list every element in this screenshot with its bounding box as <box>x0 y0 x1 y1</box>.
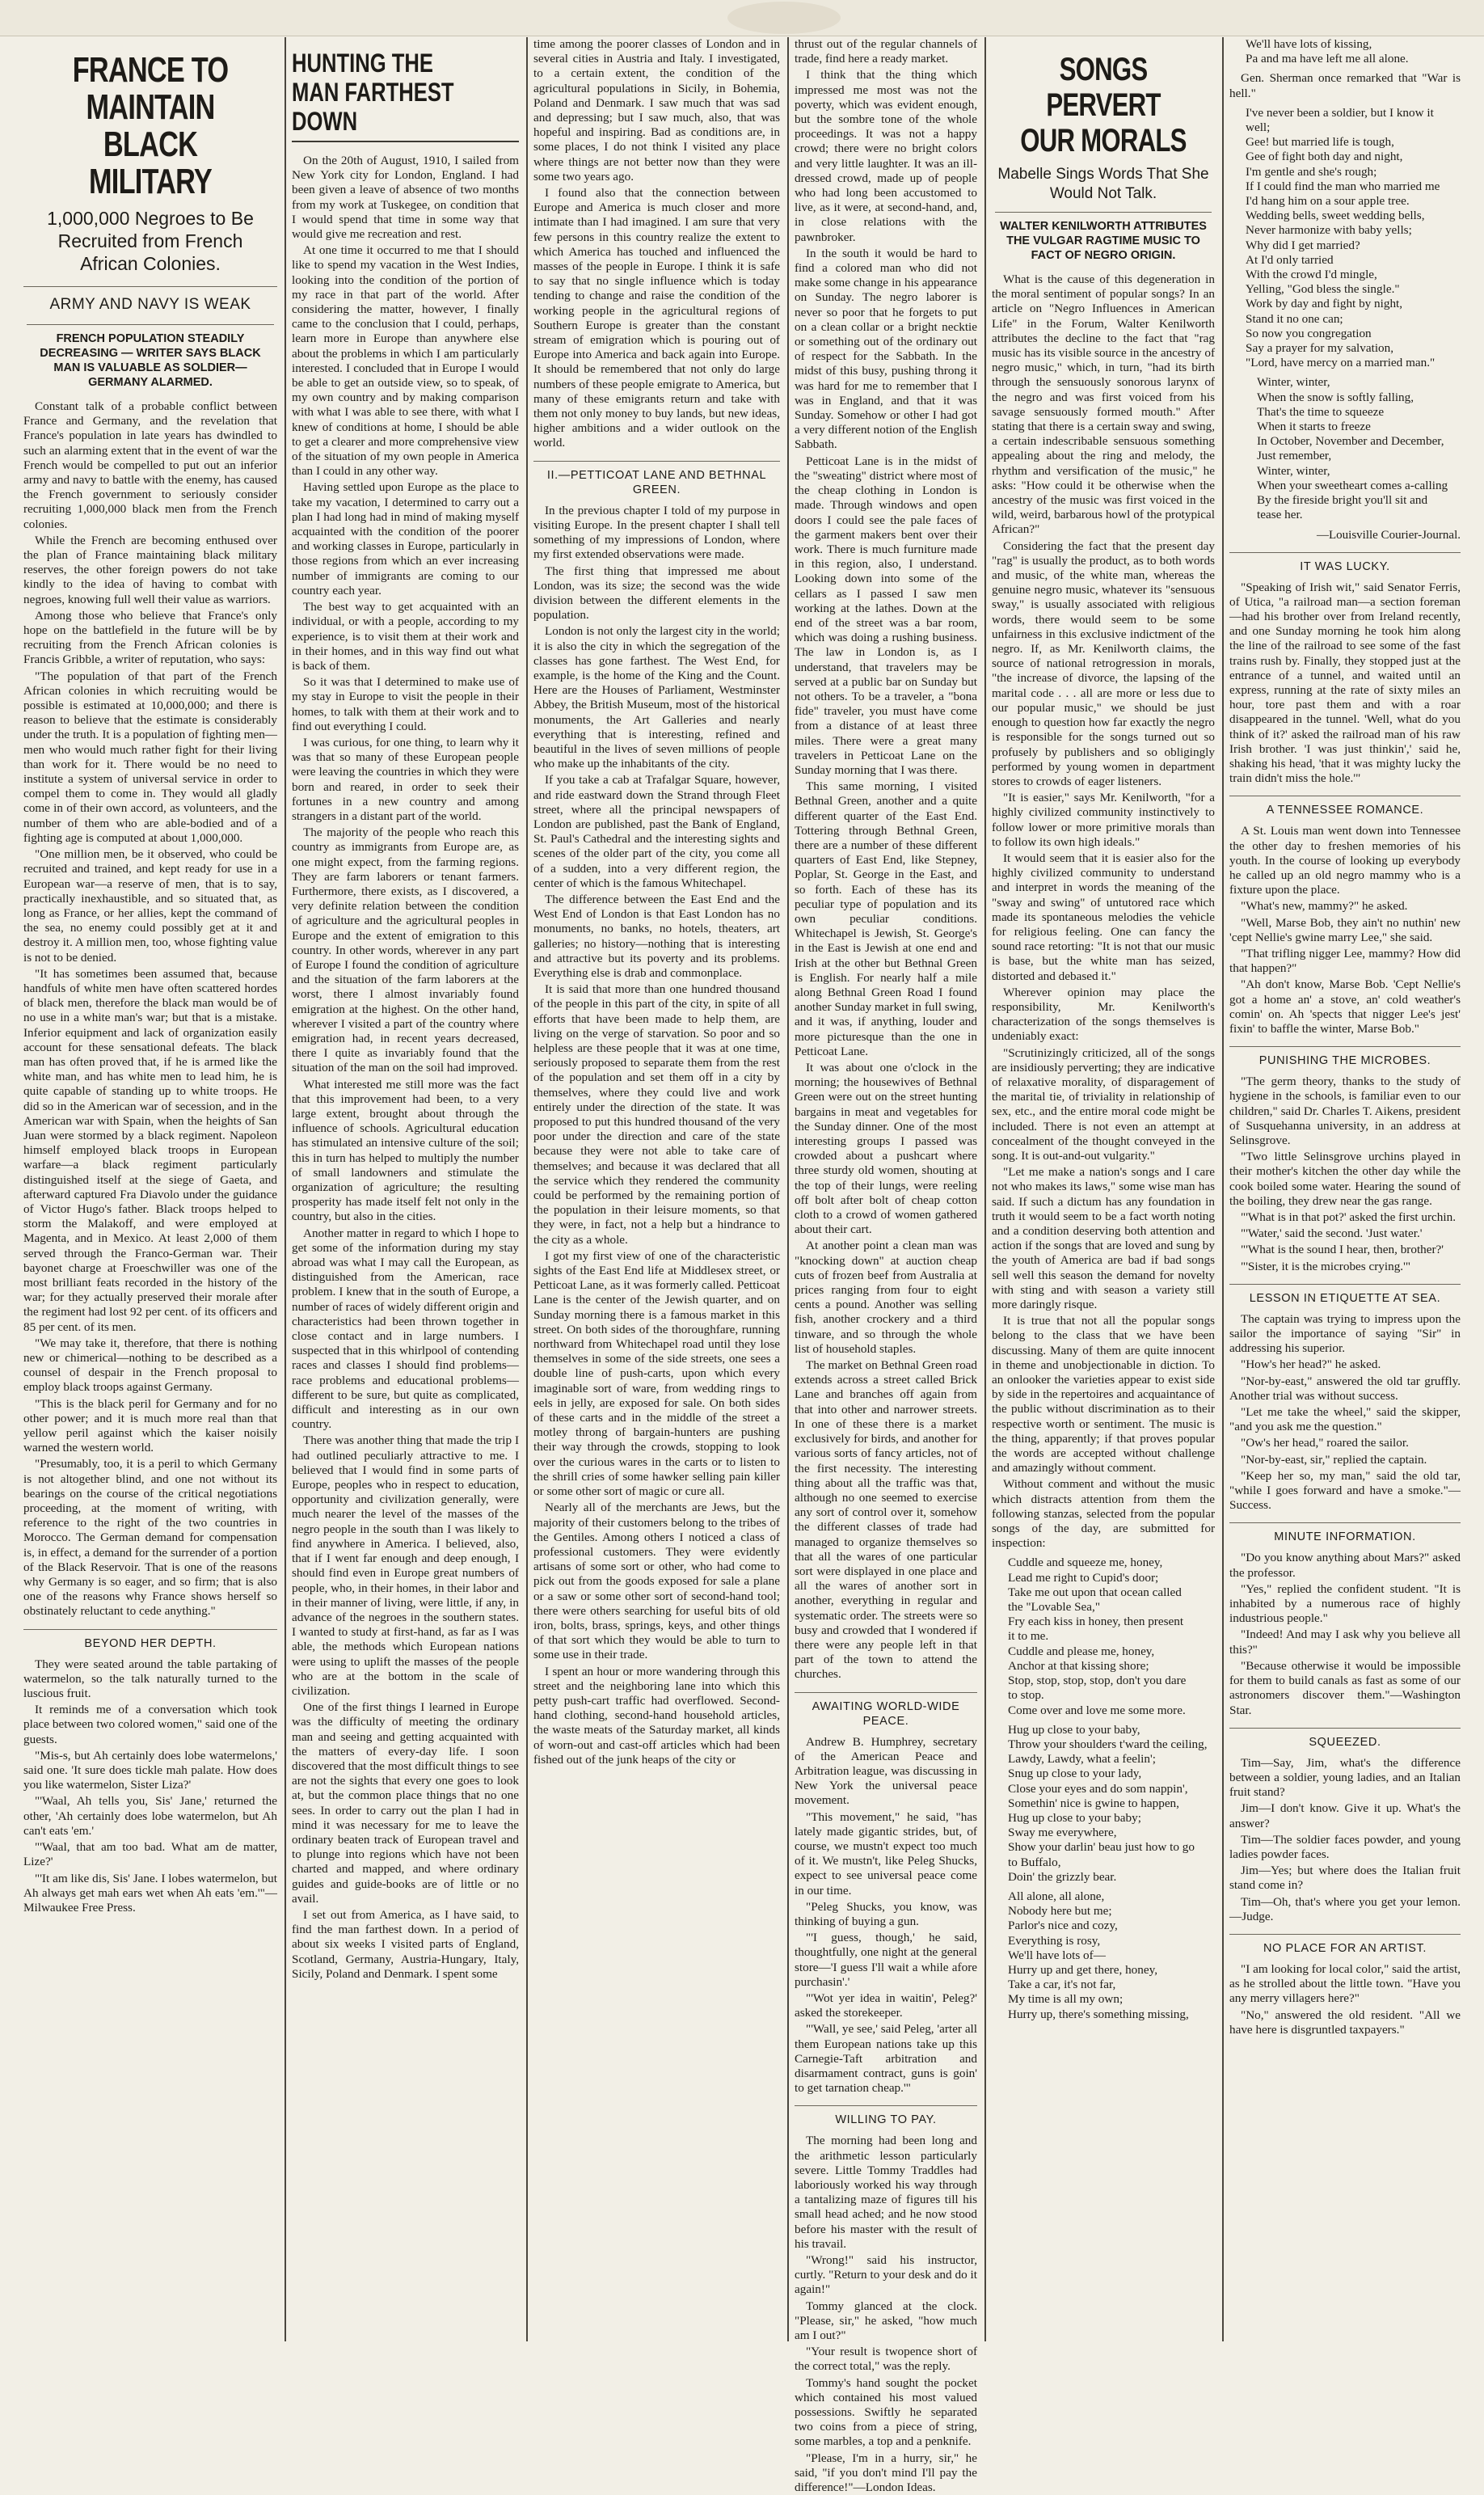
paragraph: "Speaking of Irish wit," said Senator Ferris, of Utica, "a railroad man—a section foreman—had his brother over from Ireland recently, and one Sunday morning he took him along the line of the railroad to see some of the fast trains rush by. Finally, they stopped just at the entrance of a tunnel, and waited until an express, running at the rate of sixty miles an hour, tore past them and with a roar disappeared in the tunnel. 'Well, what do you think of it?' asked the railroad man of his raw Irish brother. 'I was just thinkin',' said he, shaking his head, 'that it was mighty lucky the train didn't miss the hole.'" <box>1229 580 1461 786</box>
paragraph: Gen. Sherman once remarked that "War is hell." <box>1229 71 1461 100</box>
headline-songs: SONGS PERVERT OUR MORALS <box>1020 52 1187 158</box>
paragraph: London is not only the largest city in the world; it is also the city in which the segregation of the classes has gone farthest. The West End, for example, is the home of the King and the Count. Here are the Houses of Parliament, Westminster Abbey, the British Museum, most of the historical monuments, the Art Galleries and nearly everything that is interesting, refined and beautiful in the lives of seven millions of people who make up the inhabitants of the city. <box>533 624 780 771</box>
paragraph: "This movement," he said, "has lately made gigantic strides, but, of course, we mustn't expect too much of it. We mustn't, like Peleg Shucks, expect to see universal peace come in our time. <box>795 1809 977 1898</box>
paragraph: "Well, Marse Bob, they ain't no nuthin' new 'cept Nellie's gwine marry Lee," she said. <box>1229 915 1461 944</box>
paragraph: "One million men, be it observed, who could be recruited and trained, and kept ready for use in a European war—a reserve of men, that is to say, practically inexhaustible, and so situated that, as long as France, or her allies, kept the command of the sea, no enemy could possibly get at it and destroy it. A million men, too, whose fighting value is not to be denied. <box>23 847 277 965</box>
paragraph: "Yes," replied the confident student. "It is inhabited by a numerous race of highly industrious people." <box>1229 1581 1461 1626</box>
paragraph: "Scrutinizingly criticized, all of the songs are insidiously perverting; they are indicative of relaxative morality, of disparagement of the marital tie, of triviality in relationship of sex, etc., and the entire moral code might be included. There is not even an attempt at concealment of the thought conveyed in the song. It is out-and-out vulgarity." <box>992 1045 1215 1163</box>
paragraph: Among those who believe that France's only hope on the battlefield in the future will be by recruiting from the French African colonies is Francis Gribble, a writer of reputation, who says: <box>23 608 277 667</box>
paragraph: On the 20th of August, 1910, I sailed from New York city for London, England. I had been given a leave of absence of two months from my work at Tuskegee, on condition that I would spend that time in some way that would give me recreation and rest. <box>292 154 519 242</box>
column-songs-morals <box>984 37 1221 2341</box>
section-head-it-was-lucky: IT WAS LUCKY. <box>1229 552 1461 574</box>
paragraph: Tommy's hand sought the pocket which contained his most valued possessions. Swiftly he separated two coins from a piece of string, some marbles, a top and a penknife. <box>795 2375 977 2449</box>
paragraph: "Do you know anything about Mars?" asked the professor. <box>1229 1551 1461 1580</box>
article-body-east-end <box>795 37 977 1682</box>
paragraph: I set out from America, as I have said, to find the man farthest down. In a period of about six weeks I visited parts of England, Scotland, Germany, Austria-Hungary, Italy, Sicily, Poland and Denmark. I spent some <box>292 1907 519 1981</box>
paragraph: The majority of the people who reach this country as immigrants from Europe are, as one might expect, from the farming regions. They are farm laborers or tenant farmers. Furthermore, there exists, as I discovered, a very definite relation between the condition of agriculture and the agricultural peoples in Europe and the extent of emigration to this country. In other words, wherever in any part of Europe I found the condition of agriculture and the situation of the farm laborers at the worst, there I almost invariably found emigration at the highest. On the other hand, wherever I visited a part of the country where emigration had, in recent years decreased, there I quite as invariably found that the situation of the man on the soil had improved. <box>292 825 519 1075</box>
paragraph: "It is easier," says Mr. Kenilworth, "for a highly civilized community instinctively to follow lower or more primitive morals than to follow its own high ideals." <box>992 791 1215 849</box>
paragraph: "This is the black peril for Germany and for no other power; and it is much more real than that yellow peril against which the kaiser noisily warned the western world. <box>23 1396 277 1455</box>
paragraph: "What's new, mammy?" he asked. <box>1241 899 1408 914</box>
song-stanza: Cuddle and squeeze me, honey, Lead me right to Cupid's door; Take me out upon that ocean called the "Lovable Sea," Fry each kiss in honey, then present it to me. Cuddle and please me, honey, Anchor at that kissing shore; Stop, stop, stop, stop, don't you dare to stop. Come over and love me some more. <box>1008 1556 1187 1717</box>
paragraph: I was curious, for one thing, to learn why it was that so many of these European people were leaving the countries in which they were born and reared, in order to seek their fortunes in a new country and among strangers in a distant part of the world. <box>292 735 519 823</box>
paragraph: "Peleg Shucks, you know, was thinking of buying a gun. <box>795 1899 977 1928</box>
paragraph: "'Wall, ye see,' said Peleg, 'arter all them European nations take up this Carnegie-Taft arbitration and disarmament contract, guns is goin' to get tarnation cheap.'" <box>795 2022 977 2096</box>
paragraph: Wherever opinion may place the responsibility, Mr. Kenilworth's characterization of the songs themselves is undeniably exact: <box>992 985 1215 1044</box>
paragraph: I spent an hour or more wandering through this street and the neighboring lane into which this petty push-cart traffic had overflowed. Second-hand clothing, second-hand household articles, the waste meats of the Saturday market, all kinds of worn-out and cast-off articles which had been fished out of the junk heaps of the city or <box>533 1664 780 1767</box>
paragraph: "No," answered the old resident. "All we have here is disgruntled taxpayers." <box>1229 2007 1461 2037</box>
paragraph: "Your result is twopence short of the correct total," was the reply. <box>795 2345 977 2374</box>
song-stanza: We'll have lots of kissing, Pa and ma have left me all alone. <box>1246 37 1409 66</box>
paragraph: "Nor-by-east, sir," replied the captain. <box>1241 1452 1427 1467</box>
paragraph: It would seem that it is easier also for the highly civilized community to understand and interpret in words the meaning of the "sway and swing" of untutored race which made its spontaneous melodies the vehicle for religious feeling. One can fancy the sound race retorting: "It is not that our music is base, but the white man has seized, distorted and debased it." <box>992 851 1215 983</box>
paragraph: "'Water,' said the second. 'Just water.' <box>1241 1226 1423 1241</box>
article-body-songs <box>992 272 1215 2022</box>
paragraph: The morning had been long and the arithmetic lesson particularly severe. Little Tommy Traddles had laboriously worked his way through a tantalizing maze of figures till his small head ached; and he now stood before his master with the result of his travail. <box>795 2134 977 2251</box>
paragraph: Tim—The soldier faces powder, and young ladies powder faces. <box>1229 1832 1461 1861</box>
newspaper-page <box>18 37 1466 2495</box>
source-credit: —Louisville Courier-Journal. <box>1316 528 1461 542</box>
section-head-willing-to-pay: WILLING TO PAY. <box>795 2105 977 2127</box>
paragraph: So it was that I determined to make use of my stay in Europe to visit the people in their homes, to talk with them at their work and to find out everything I could. <box>292 675 519 733</box>
paragraph: The first thing that impressed me about London, was its size; the second was the wide division between the different elements in the population. <box>533 564 780 623</box>
article-body-world-peace <box>795 1735 977 2096</box>
headline-france: FRANCE TO MAINTAIN BLACK MILITARY <box>72 50 229 201</box>
paragraph: "'Wot yer idea in waitin', Peleg?' asked the storekeeper. <box>795 1991 977 2020</box>
paragraph: "Keep her so, my man," said the old tar, "while I goes forward and have a smoke."—Success. <box>1229 1468 1461 1513</box>
paragraph: "Because otherwise it would be impossible for them to build canals as fast as some of our astronomers discover them."—Washington Star. <box>1229 1658 1461 1717</box>
song-stanza: All alone, all alone, Nobody here but me; Parlor's nice and cozy, Everything is rosy, We'll have lots of— Hurry up and get there, honey, Take a car, it's not far, My time is all my own; Hurry up, there's something missing, <box>1008 1889 1189 2021</box>
column-hunting-man <box>285 37 525 2341</box>
paragraph: This same morning, I visited Bethnal Green, another and a quite different quarter of the East End. Tottering through Bethnal Green, there are a number of these different quarters of East End, like Stepney, Poplar, St. George in the East, and so forth. Each of these has its peculiar type of population and its own peculiar conditions. Whitechapel is Jewish, St. George's in the East is Jewish at one end and Irish at the other but Bethnal Green is English. For nearly half a mile along Bethnal Green Road I found another Sunday market in full swing, and it was, if anything, louder and more picturesque than the one in Petticoat Lane. <box>795 779 977 1058</box>
section-head-etiquette-at-sea: LESSON IN ETIQUETTE AT SEA. <box>1229 1284 1461 1306</box>
paragraph: thrust out of the regular channels of trade, find here a ready market. <box>795 37 977 66</box>
paragraph: It reminds me of a conversation which took place between two colored women," said one of the guests. <box>23 1703 277 1746</box>
column-miscellany <box>1222 37 1466 2341</box>
section-head-minute-information: MINUTE INFORMATION. <box>1229 1522 1461 1544</box>
paragraph: "How's her head?" he asked. <box>1241 1357 1381 1372</box>
paragraph: "'Waal, that am too bad. What am de matter, Lize?' <box>23 1840 277 1869</box>
paragraph: "'I guess, though,' he said, thoughtfully, one night at the general store—'I guess I'll wait a while afore purchasin'.' <box>795 1931 977 1989</box>
capsdeck-france: FRENCH POPULATION STEADILY DECREASING — WRITER SAYS BLACK MAN IS VALUABLE AS SOLDIER—GERMANY ALARMED. <box>27 324 274 390</box>
section-head-no-place-artist: NO PLACE FOR AN ARTIST. <box>1229 1934 1461 1956</box>
paragraph: Tim—Oh, that's where you get your lemon.—Judge. <box>1229 1894 1461 1923</box>
paragraph: It was about one o'clock in the morning; the housewives of Bethnal Green were out on the street hunting bargains in meat and vegetables for the Sunday dinner. One of the most interesting groups I passed was crowded about a pushcart where three sturdy old women, shouting at the top of their lungs, were reeling off bolt after bolt of cheap cotton cloth to a crowd of women gathered about their cart. <box>795 1061 977 1237</box>
paragraph: The market on Bethnal Green road extends across a street called Brick Lane and branches off again from that into other and narrower streets. In one of these there is a market exclusively for birds, and another for various sorts of fancy articles, not of the first necessity. The interesting thing about all the traffic was that, although no one seemed to exercise any sort of control over it, somehow the different classes of trade had managed to organize themselves so that all the wares of one particular sort were displayed in one place and all the wares of another sort in another, everything in regular and systematic order. The streets were so busy and crowded that I wondered if there were any people left in that part of the town to attend the churches. <box>795 1358 977 1682</box>
deck-france: 1,000,000 Negroes to Be Recruited from French African Colonies. <box>47 208 254 274</box>
paragraph: One of the first things I learned in Europe was the difficulty of meeting the ordinary man and seeing and getting acquainted with the matters of every-day life. I soon discovered that the most difficult things to see are not the sights that every one goes to look at, but the common place things that no one sees. In order to carry out the plan I had in mind it was necessary for me to leave the ordinary beaten track of European travel and to plunge into regions which have not been charted and mapped, and where ordinary guides and guide-books are of little or no avail. <box>292 1700 519 1906</box>
paragraph: I found also that the connection between Europe and America is much closer and more intimate than I had imagined. I am sure that very few persons in this country realize the extent to which America has touched and influenced the masses of the people in Europe. I think it is safe to say that no single influence which is today tending to change and raise the condition of the working people in the agricultural regions of Southern Europe is greater than the constant stream of emigration which is pouring out of Europe into America and back again into Europe. It should be remembered that not only do large numbers of these people emigrate to America, but many of these emigrants return and take with them not only money to buy lands, but new ideas, higher ambitions and a wider outlook on the world. <box>533 186 780 450</box>
section-head-tennessee-romance: A TENNESSEE ROMANCE. <box>1229 796 1461 817</box>
paragraph: Nearly all of the merchants are Jews, but the majority of their customers belong to the tribes of the Gentiles. Among others I noticed a class of professional customers. They were evidently artisans of some sort or other, who had come to pick out from the goods exposed for sale a plane or a saw or some other sort of second-hand tool; there were others searching for useful bits of old iron, bolts, brass, springs, keys, and other things of that sort which they would be able to turn to some use in their trade. <box>533 1501 780 1662</box>
deck-songs: Mabelle Sings Words That She Would Not Talk. <box>997 166 1209 202</box>
paragraph: "'Sister, it is the microbes crying.'" <box>1241 1259 1411 1273</box>
paragraph: Having settled upon Europe as the place to take my vacation, I determined to carry out a plan I had long had in mind of making myself acquainted with the condition of the poorer and working classes in Europe, particularly in those regions from which an ever increasing number of immigrants are coming to our country each year. <box>292 480 519 597</box>
paragraph: "Let me take the wheel," said the skipper, "and you ask me the question." <box>1229 1405 1461 1434</box>
paragraph: In the south it would be hard to find a colored man who did not make some change in his appearance on Sunday. The negro laborer is never so poor that he forgets to put on a clean collar or a bright necktie or something out of the ordinary out of respect for the Sabbath. In the midst of this busy, pushing throng it was hard for me to remember that I was in England, and that it was Sunday. Somehow or other I had got a very different notion of the English Sabbath. <box>795 246 977 452</box>
paragraph: Another matter in regard to which I hope to get some of the information during my stay abroad was what I may call the European, as distinguished from the American, race problem. I knew that in the south of Europe, a number of races of widely different origin and characteristics had been thrown together in close contact and in large numbers. I suspected that in this whirlpool of contending races and classes I should find problems—race problems and educational problems—different to be sure, but quite as complicated, difficult and interesting as in our own country. <box>292 1226 520 1432</box>
paragraph: It is true that not all the popular songs belong to the class that we have been discussing. Many of them are quite innocent in theme and unobjectionable in diction. To an onlooker the varieties appear to exist side by side in the repertoires and acquaintance of the public without discrimination as to their respective worth or sentiment. The music is the thing, apparently; if that proves popular the words are accepted without challenge and amazingly without comment. <box>992 1314 1215 1475</box>
paragraph: The captain was trying to impress upon the sailor the importance of saying "Sir" in addressing his superior. <box>1229 1311 1461 1356</box>
paper-stain <box>727 2 841 34</box>
paragraph: Petticoat Lane is in the midst of the "sweating" district where most of the cheap clothing in London is made. Through windows and open doors I could see the pale faces of the garment makers bent over their work. There is much furniture made in this region, also, I understand. Looking down into some of the cellars as I passed I saw men working at the lathes. Down at the end of the street was a bar room, which was doing a rushing business. The law in London is, as I understand, that travelers may be served at a public bar on Sunday but not others. To be a traveler, a "bona fide" traveler, you must have come from a distance of at least three miles. There were a great many travelers in Petticoat Lane on the Sunday morning that I was there. <box>795 454 977 777</box>
paragraph: What interested me still more was the fact that this improvement had been, to a very large extent, brought about through the influence of schools. Agricultural education has stimulated an intensive culture of the soil; this in turn has helped to multiply the number of small landowners and stimulate the organization of agriculture; the resulting prosperity has made itself felt not only in the country, but also in the cities. <box>292 1077 519 1224</box>
paragraph: "It has sometimes been assumed that, because handfuls of white men have often scattered hordes of black men, therefore the black man would be of no use in a white man's war; but that is a mistake. Inferior equipment and lack of organization easily account for these sensational defeats. The black man has often proved that, if he is armed like the white man, and has white men to lead him, he is quite capable of standing up to white troops. He did so in the American war of secession, and in the American war with Spain, when the heights of San Juan were stormed by a black regiment. Napoleon himself employed black troops in European warfare—a black regiment particularly distinguished itself at the siege of Gaeta, and afterward captured Fra Diavolo under the guidance of Victor Hugo's father. Black troops helped to storm the Malakoff, and were employed at Magenta, and in Mexico. At least 2,000 of them served through the Franco-German war. Their bayonet charge at Froeschwiller was one of the most brilliant feats recorded in the history of the war; for they actually preserved their morale after the regiment had lost 92 per cent. of its officers and 85 per cent. of its men. <box>23 966 277 1334</box>
paragraph: "That trifling nigger Lee, mammy? How did that happen?" <box>1229 946 1461 976</box>
paragraph: "'Waal, Ah tells you, Sis' Jane,' returned the other, 'Ah certainly does lobe watermelon, but Ah can't eats 'em.' <box>23 1794 277 1838</box>
paragraph: "'What is the sound I hear, then, brother?' <box>1241 1243 1444 1257</box>
paragraph: "Mis-s, but Ah certainly does lobe watermelons,' said one. 'It sure does tickle mah palate. How does you like watermelon, Sister Liza?' <box>23 1748 277 1792</box>
paragraph: "We may take it, therefore, that there is nothing new or chimerical—nothing to be described as a counsel of despair in the French proposal to employ black troops against Germany. <box>23 1336 277 1395</box>
paragraph: While the French are becoming enthused over the plan of France maintaining black military reserves, the other foreign powers do not take kindly to the idea of having to combat with negroes, knowing full well their value as warriors. <box>23 533 277 606</box>
paragraph: "'What is in that pot?' asked the first urchin. <box>1241 1210 1456 1225</box>
paragraph: "The germ theory, thanks to the study of hygiene in the schools, is familiar even to our children," said Dr. Charles T. Aikens, president of Susquehanna university, in an address at Selinsgrove. <box>1229 1074 1461 1147</box>
song-stanza: Winter, winter, When the snow is softly falling, That's the time to squeeze When it starts to freeze In October, November and December, Just remember, Winter, winter, When your sweetheart comes a-calling By the fireside bright you'll sit and tease her. <box>1257 375 1448 522</box>
subhead-army-navy: ARMY AND NAVY IS WEAK <box>23 286 277 315</box>
paragraph: Without comment and without the music which distracts attention from them the following stanzas, selected from the popular songs of the day, are submitted for inspection: <box>992 1477 1215 1551</box>
paragraph: "Nor-by-east," answered the old tar gruffly. Another trial was without success. <box>1229 1374 1461 1403</box>
paragraph: "The population of that part of the French African colonies in which recruiting would be possible is estimated at 10,000,000; and there is reason to believe that the estimate is considerably under the truth. It is a population of fighting men—men who would much rather fight for their living than work for it. There would be no need to institute a system of universal service in order to compel them to come in. They would all gladly come in of their own accord, as volunteers, and the number of them who are able-bodied and of a fighting age is computed at about 1,000,000. <box>23 669 277 845</box>
paragraph: Jim—I don't know. Give it up. What's the answer? <box>1229 1801 1461 1830</box>
paragraph: "Wrong!" said his instructor, curtly. "Return to your desk and do it again!" <box>795 2253 977 2297</box>
paragraph: Considering the fact that the present day "rag" is usually the product, as to both words and music, of the white man, whereas the genuine negro music, whatever its "sensuous sway," is usually associated with religious words, there would seem to be some unfairness in this exclusive indictment of the negro. If, as Mr. Kenilworth claims, the source of national retrogression in morals, "the increase of divorce, the lapsing of the marital code . . . all are more or less due to our popular music," we should be just enough to question how far exactly the negro is responsible for the songs turned out so profusely by publishers and so obligingly performed by young women in department stores to crowds of eager listeners. <box>992 538 1215 788</box>
article-body-petticoat-lane <box>533 504 780 1767</box>
song-stanza: I've never been a soldier, but I know it well; Gee! but married life is tough, Gee of fight both day and night, I'm gentle and she's rough; If I could find the man who married me I'd hang him on a sour apple tree. Wedding bells, sweet wedding bells, Never harmonize with baby yells; Why did I get married? At I'd only tarried With the crowd I'd mingle, Yelling, "God bless the single." Work by day and fight by night, Stand it no one can; So now you congregation Say a prayer for my salvation, "Lord, have mercy on a married man." <box>1246 105 1440 370</box>
paragraph: "Ow's her head," roared the sailor. <box>1241 1436 1409 1450</box>
paragraph: Tim—Say, Jim, what's the difference between a soldier, young ladies, and an Italian fruit stand? <box>1229 1755 1461 1800</box>
article-body-willing-to-pay <box>795 2134 977 2495</box>
paragraph: Tommy glanced at the clock. "Please, sir," he asked, "how much am I out?" <box>795 2299 977 2343</box>
paragraph: A St. Louis man went down into Tennessee the other day to freshen memories of his youth. In the course of looking up everybody he called up an old negro mammy who is a fixture upon the place. <box>1229 824 1461 897</box>
section-head-squeezed: SQUEEZED. <box>1229 1728 1461 1750</box>
paragraph: I got my first view of one of the characteristic sights of the East End life at Middlesex street, or Petticoat Lane, as it was formerly called. Petticoat Lane is the center of the Jewish quarter, and on Sunday morning there is a famous market in this street. On both sides of the thoroughfare, running northward from Whitechapel road until they lose themselves in some of the side streets, one sees a double line of push-carts, upon which every imaginable sort of ware, from wedding rings to eels in jelly, are exposed for sale. On both sides of these carts and in the middle of the street a motley throng of bargain-hunters are pushing their way through the crowds, stopping to look over the curious wares in the carts or to listen to the shrill cries of some hawker selling pain killer or some other sort of magic or cure all. <box>533 1248 780 1499</box>
section-head-world-peace: AWAITING WORLD-WIDE PEACE. <box>795 1692 977 1729</box>
paragraph: "Let me make a nation's songs and I care not who makes its laws," some wise man has said. If such a dictum has any foundation in truth it would seem to be a fact worth noting and a condition deserving both attention and action if the songs that are loved and sung by the youth of America are bad if bad songs sell well this season the demand for novelty with sting and with season a variety still more daringly risque. <box>992 1165 1215 1312</box>
paragraph: "Please, I'm in a hurry, sir," he said, "if you don't mind I'll pay the difference!"—London Ideas. <box>795 2451 977 2495</box>
paragraph: The best way to get acquainted with an individual, or with a people, according to my experience, is to visit them at their work and in their homes, and in this way find out what is back of them. <box>292 600 519 673</box>
paragraph: They were seated around the table partaking of watermelon, so the talk naturally turned to the luscious fruit. <box>23 1657 277 1701</box>
paragraph: "Two little Selinsgrove urchins played in their mother's kitchen the other day while the cook boiled some water. Hearing the sound of the boiling, they drew near the gas range. <box>1229 1150 1461 1208</box>
section-head-punishing-microbes: PUNISHING THE MICROBES. <box>1229 1046 1461 1068</box>
paragraph: Andrew B. Humphrey, secretary of the American Peace and Arbitration league, was discussing in New York the universal peace movement. <box>795 1734 977 1808</box>
headline-hunting-man: HUNTING THE MAN FARTHEST DOWN <box>292 49 454 136</box>
paragraph: There was another thing that made the trip I had outlined peculiarly attractive to me. I believed that I would find in some parts of Europe, peoples who in respect to education, opportunity and civilization generally, were much nearer the level of the masses of the negro people in the south than I was likely to find anywhere in America. I believed, also, that if I went far enough and deep enough, I should find even in Europe great numbers of people, who, in their homes, in their labor and in their manner of living, were little, if any, in advance of the negroes in the southern states. I wanted to study at first-hand, as far as I was able, the methods which European nations were using to uplift the masses of the people who are at the bottom in the scale of civilization. <box>292 1433 519 1698</box>
capsdeck-songs: WALTER KENILWORTH ATTRIBUTES THE VULGAR RAGTIME MUSIC TO FACT OF NEGRO ORIGIN. <box>995 212 1212 263</box>
paragraph: "'It am like dis, Sis' Jane. I lobes watermelon, but Ah always get mah ears wet when Ah eats 'em.'"—Milwaukee Free Press. <box>23 1871 277 1915</box>
paragraph: What is the cause of this degeneration in the moral sentiment of popular songs? In an article on "Negro Influences in American Life" in the Forum, Walter Kenilworth attributes the decline to the fact that "rag music has its visible source in the ancestry of negro music," which, in turn, "had its birth through the sensuously sonorous larynx of the negro and was first voiced from his savage sensuously formed mouth." After stating that there is a certain sway and swing, a certain indescribable sensuous something appealing about the ring and melody, the rhythm and versification of the music," he asks: "How could it be otherwise when the ancestry of the music was first voiced in the wild, weird, barbarous howl of the protypical African?" <box>992 272 1215 537</box>
paragraph: "Presumably, too, it is a peril to which Germany is not altogether blind, and one not without its bearings on the course of the critical negotiations proceeding, at the moment of writing, with reference to the right of the two countries in Morocco. The German demand for compensation is, in effect, a demand for the surrender of a portion of the Black Reservoir. That is one of the reasons why Germany is so eager, and so firm; that is also one of the reasons why France shows herself so obstinately reluctant to cede anything." <box>23 1457 277 1619</box>
paragraph: In the previous chapter I told of my purpose in visiting Europe. In the present chapter I shall tell something of my impressions of London, where my first extended observations were made. <box>533 503 780 562</box>
paragraph: At one time it occurred to me that I should like to spend my vacation in the West Indies, looking into the condition of the portion of my race in that part of the world. After considering the matter, however, I finally came to the conclusion that I could, perhaps, learn more in Europe than anywhere else about the problems in which I am particularly interested. I concluded that in Europe I would be able to get an outside view, so to speak, of my own country and by making comparison with what I was able to see there, with what I knew of conditions at home, I should be able to get a clearer and more comprehensive view of the situation of my own people in America than I could in any other way. <box>292 243 519 479</box>
section-head-beyond-depth: BEYOND HER DEPTH. <box>23 1629 277 1651</box>
paragraph: "Indeed! And may I ask why you believe all this?" <box>1229 1627 1461 1657</box>
paragraph: If you take a cab at Trafalgar Square, however, and ride eastward down the Strand through Fleet street, where all the principal newspapers of London are published, past the Bank of England, St. Paul's Cathedral and the interesting sights and scenes of the older part of the city, you come all of a sudden, into a very different region, the center of which is the famous Whitechapel. <box>533 773 780 890</box>
paragraph: It is said that more than one hundred thousand of the people in this part of the city, in spite of all efforts that have been made to help them, are living on the verge of starvation. So poor and so helpless are these people that it was at one time, seriously proposed to separate them from the rest of the population and set them off in a city by themselves, where they could live and work entirely under the direction of the state. It was proposed to put this hundred thousand of the very poor under the direction and care of the state because they were not able to take care of themselves; and because it was declared that all the service which they rendered the community could be performed by the remaining portion of the population in their leisure moments, so that they were, in fact, not a help but a hindrance to the city as a whole. <box>533 982 780 1247</box>
article-body-france <box>23 399 277 1619</box>
column-france-military <box>18 37 283 2341</box>
column-east-end <box>787 37 983 2495</box>
article-body-beyond-depth <box>23 1657 277 1915</box>
section-head-petticoat-lane: II.—PETTICOAT LANE AND BETHNAL GREEN. <box>533 461 780 497</box>
paragraph: I think that the thing which impressed me most was not the poverty, which was evident enough, but the sombre tone of the whole proceedings. It was not a happy crowd; there were no bright colors and very little laughter. It was an ill-dressed crowd, made up of people who had long been accustomed to live, as it were, at second-hand, and, in close relations with the pawnbroker. <box>795 68 977 244</box>
paragraph: Constant talk of a probable conflict between France and Germany, and the revelation that France's population in late years has dwindled to such an alarming extent that in the event of war the French would be compelled to put out an inferior army and navy to battle with the enemy, has caused the French government to seriously consider recruiting 1,000,000 black men from the French colonies. <box>23 399 277 531</box>
paragraph: time among the poorer classes of London and in several cities in Austria and Italy. I investigated, to a certain extent, the condition of the agricultural populations in Sicily, in Bohemia, Poland and Denmark. I saw much that was sad and depressing; but I saw much, also, that was hopeful and inspiring. Bad as conditions are, in some places, I do not think I visited any place where things are not better now than they were some two years ago. <box>533 37 780 184</box>
paragraph: At another point a clean man was "knocking down" at auction cheap cuts of frozen beef from Australia at prices ranging from four to eight cents a pound. Another was selling fish, another crockery and a third tinware, and so through the whole list of household staples. <box>795 1239 977 1356</box>
article-body-hunting-man <box>292 154 519 1982</box>
paragraph: The difference between the East End and the West End of London is that East London has no monuments, no banks, no hotels, theaters, art galleries; no history—nothing that is interesting and attractive but its poverty and its problems. Everything else is drab and commonplace. <box>533 892 780 980</box>
paragraph: "I am looking for local color," said the artist, as he strolled about the little town. "Have you any merry villagers here?" <box>1229 1961 1461 2006</box>
column-hunting-man-continued <box>526 37 786 2341</box>
paragraph: Jim—Yes; but where does the Italian fruit stand come in? <box>1229 1864 1461 1893</box>
paragraph: "Ah don't know, Marse Bob. 'Cept Nellie's got a home an' a stove, an' cold weather's comin' on. Ah 'spects that nigger Lee's jest' fixin' to baffle the winter, Marse Bob." <box>1229 977 1461 1036</box>
song-stanza: Hug up close to your baby, Throw your shoulders t'ward the ceiling, Lawdy, Lawdy, what a feelin'; Snug up close to your lady, Close your eyes and do som nappin', Somethin' nice is gwine to happen, Hug up close to your baby; Sway me everywhere, Show your darlin' beau just how to go to Buffalo, Doin' the grizzly bear. <box>1008 1722 1208 1884</box>
article-body-hunting-man-cont <box>533 37 780 451</box>
